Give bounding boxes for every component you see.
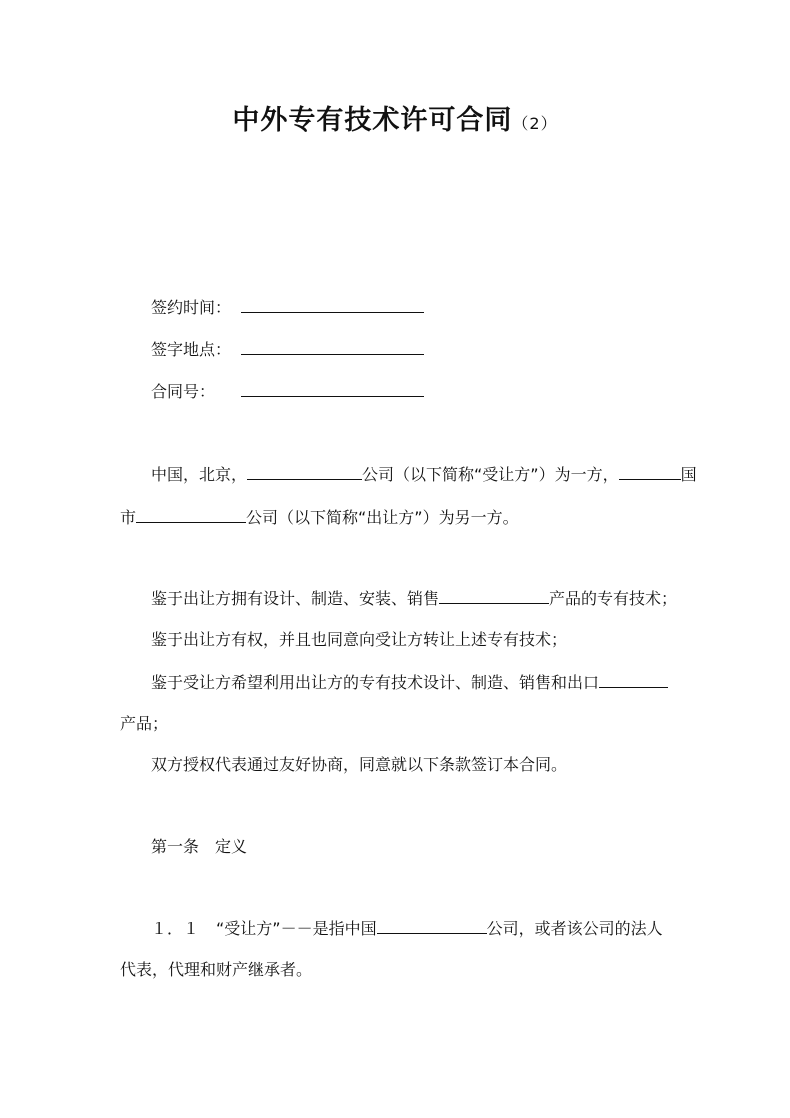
field-label: 合同号：: [151, 382, 216, 401]
recital-text: 鉴于出让方有权，并且也同意向受让方转让上述专有技术；: [151, 630, 568, 649]
parties-line-1: [151, 465, 697, 485]
document-title: [0, 98, 790, 137]
clause-1-1: [151, 919, 663, 939]
parties-text: 中国，北京，: [151, 465, 248, 484]
field-label: 签约时间：: [151, 298, 232, 317]
recital-text: 双方授权代表通过友好协商，同意就以下条款签订本合同。: [151, 755, 568, 774]
parties-text: 公司（以下简称“出让方”）为另一方。: [246, 508, 519, 527]
recital-text: 鉴于出让方拥有设计、制造、安装、销售: [151, 589, 440, 608]
country-blank: [619, 465, 681, 480]
article-heading: 第一条 定义: [151, 837, 248, 856]
clause-1-1-cont: [120, 960, 312, 980]
export-product-blank: [599, 673, 668, 688]
title-suffix: （2）: [512, 114, 558, 133]
field-sign-date: [151, 298, 424, 318]
clause-text: 代表，代理和财产继承者。: [120, 960, 313, 979]
recital-4: [151, 755, 567, 775]
sign-date-blank: [241, 298, 424, 313]
parties-text: 国: [680, 465, 697, 484]
company-blank: [247, 465, 362, 480]
field-contract-no: [151, 382, 424, 402]
recital-text: 鉴于受让方希望利用出让方的专有技术设计、制造、销售和出口: [151, 673, 600, 692]
article-1-heading: [151, 837, 247, 857]
field-label: 签字地点：: [151, 340, 232, 359]
recital-2: [151, 630, 567, 650]
recital-1: [151, 589, 677, 609]
clause-text: “受让方”－－是指中国: [216, 919, 377, 938]
title-main: 中外专有技术许可合同: [232, 105, 513, 136]
contract-no-blank: [241, 382, 424, 397]
clause-number: １．１: [151, 919, 200, 938]
clause-text: 公司，或者该公司的法人: [486, 919, 663, 938]
parties-text: 公司（以下简称“受让方”）为一方，: [362, 465, 619, 484]
field-sign-place: [151, 340, 424, 360]
product-blank: [439, 589, 549, 604]
parties-line-2: [120, 508, 519, 528]
licensee-company-blank: [377, 919, 487, 934]
recital-3: [151, 673, 668, 693]
city-blank: [136, 508, 246, 523]
recital-3-cont: [120, 714, 168, 734]
recital-text: 产品的专有技术；: [549, 589, 678, 608]
parties-text: 市: [120, 508, 137, 527]
recital-text: 产品；: [120, 714, 169, 733]
sign-place-blank: [241, 340, 424, 355]
